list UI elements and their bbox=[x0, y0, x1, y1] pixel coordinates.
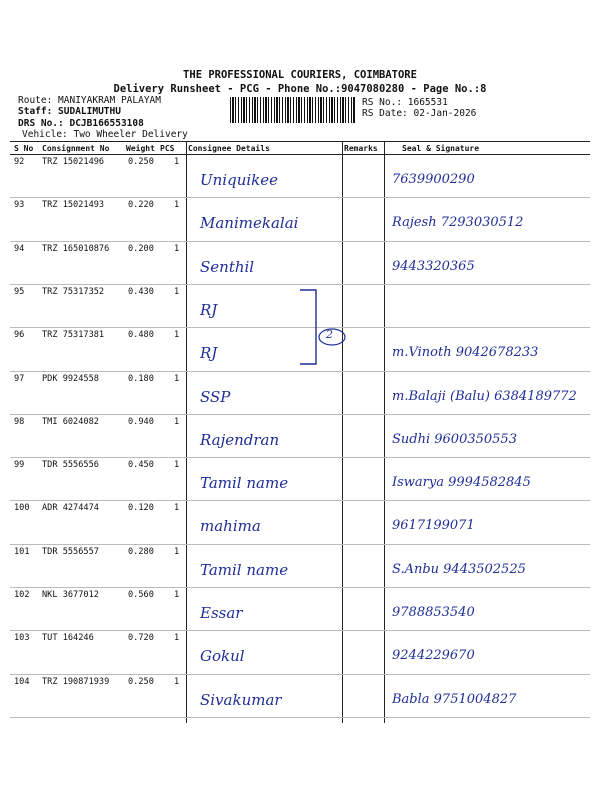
pieces: 1 bbox=[174, 330, 180, 341]
weight: 0.280 bbox=[128, 546, 154, 557]
consignee-handwriting: Sivakumar bbox=[200, 690, 282, 709]
serial-number: 100 bbox=[14, 503, 30, 514]
consignment-number: TRZ 75317352 bbox=[42, 286, 105, 297]
consignee-handwriting: Tamil name bbox=[200, 560, 289, 579]
staff: Staff: SUDALIMUTHU bbox=[18, 106, 121, 117]
pieces: 1 bbox=[174, 157, 180, 167]
seal-signature: m.Vinoth 9042678233 bbox=[392, 345, 539, 361]
pieces: 1 bbox=[174, 243, 180, 254]
seal-signature: m.Balaji (Balu) 6384189772 bbox=[392, 388, 577, 404]
seal-signature: 9443320365 bbox=[392, 258, 475, 274]
pieces: 1 bbox=[174, 590, 180, 600]
consignee-handwriting: Senthil bbox=[200, 257, 255, 276]
consignee-handwriting: Essar bbox=[200, 604, 243, 622]
rj-bracket bbox=[300, 288, 350, 374]
consignee-handwriting: Rajendran bbox=[200, 430, 280, 449]
seal-signature: 9244229670 bbox=[392, 648, 475, 664]
weight: 0.430 bbox=[128, 286, 154, 297]
pieces: 1 bbox=[174, 503, 180, 514]
pieces: 1 bbox=[174, 460, 180, 471]
serial-number: 103 bbox=[14, 633, 30, 644]
weight: 0.180 bbox=[128, 373, 154, 384]
vehicle: Vehicle: Two Wheeler Delivery bbox=[22, 129, 188, 140]
consignee-handwriting: Gokul bbox=[200, 647, 245, 666]
barcode bbox=[230, 97, 356, 123]
seal-signature: 9788853540 bbox=[392, 605, 475, 620]
pieces: 1 bbox=[174, 676, 180, 687]
drs-number: DRS No.: DCJB166553108 bbox=[18, 118, 144, 129]
consignee-handwriting: Uniquikee bbox=[200, 171, 279, 189]
col-sno: S No bbox=[14, 144, 34, 153]
consignee-handwriting: Tamil name bbox=[200, 474, 289, 493]
col-consignment: Consignment No bbox=[42, 144, 110, 153]
row-divider bbox=[10, 284, 590, 285]
weight: 0.720 bbox=[128, 633, 154, 644]
rs-date: RS Date: 02-Jan-2026 bbox=[362, 108, 477, 119]
serial-number: 102 bbox=[14, 590, 30, 600]
circle-note: 2 bbox=[326, 328, 333, 341]
serial-number: 99 bbox=[14, 460, 25, 471]
seal-signature: Sudhi 9600350553 bbox=[392, 431, 517, 447]
seal-signature: 9617199071 bbox=[392, 518, 475, 534]
weight: 0.220 bbox=[128, 200, 154, 211]
col-consignee: Consignee Details bbox=[188, 144, 270, 153]
consignee-handwriting: RJ bbox=[200, 300, 218, 319]
seal-signature: Babla 9751004827 bbox=[392, 691, 517, 707]
row-divider bbox=[10, 544, 590, 545]
row-divider bbox=[10, 414, 590, 415]
consignment-number: TRZ 15021496 bbox=[42, 157, 105, 167]
consignment-number: TRZ 165010876 bbox=[42, 243, 110, 254]
col-remarks: Remarks bbox=[344, 144, 378, 153]
consignment-number: TDR 5556556 bbox=[42, 460, 99, 471]
pieces: 1 bbox=[174, 546, 180, 557]
pieces: 1 bbox=[174, 286, 180, 297]
consignee-handwriting: mahima bbox=[200, 517, 261, 536]
serial-number: 97 bbox=[14, 373, 25, 384]
weight: 0.480 bbox=[128, 330, 154, 341]
route: Route: MANIYAKRAM PALAYAM bbox=[18, 95, 161, 106]
row-divider bbox=[10, 587, 590, 588]
consignment-number: PDK 9924558 bbox=[42, 373, 99, 384]
weight: 0.250 bbox=[128, 157, 154, 167]
consignee-handwriting: Manimekalai bbox=[200, 214, 299, 233]
serial-number: 94 bbox=[14, 243, 25, 254]
pieces: 1 bbox=[174, 633, 180, 644]
consignee-handwriting: SSP bbox=[200, 387, 231, 406]
row-divider bbox=[10, 500, 590, 501]
seal-signature: Rajesh 7293030512 bbox=[392, 215, 524, 231]
serial-number: 95 bbox=[14, 286, 25, 297]
col-weight: Weight bbox=[126, 144, 155, 153]
row-divider bbox=[10, 674, 590, 675]
consignment-number: ADR 4274474 bbox=[42, 503, 99, 514]
serial-number: 101 bbox=[14, 546, 30, 557]
consignee-handwriting: RJ bbox=[200, 344, 218, 363]
weight: 0.560 bbox=[128, 590, 154, 600]
seal-signature: Iswarya 9994582845 bbox=[392, 475, 531, 491]
consignment-number: TRZ 75317381 bbox=[42, 330, 105, 341]
serial-number: 104 bbox=[14, 676, 30, 687]
row-divider bbox=[10, 241, 590, 242]
company-name: THE PROFESSIONAL COURIERS, COIMBATORE bbox=[183, 69, 417, 81]
serial-number: 92 bbox=[14, 157, 25, 167]
serial-number: 93 bbox=[14, 200, 25, 211]
consignment-number: TRZ 15021493 bbox=[42, 200, 105, 211]
consignment-number: TDR 5556557 bbox=[42, 546, 99, 557]
row-divider bbox=[10, 717, 590, 718]
seal-signature: 7639900290 bbox=[392, 172, 475, 187]
seal-signature: S.Anbu 9443502525 bbox=[392, 561, 526, 577]
col-seal: Seal & Signature bbox=[402, 144, 480, 153]
weight: 0.250 bbox=[128, 676, 154, 687]
pieces: 1 bbox=[174, 373, 180, 384]
weight: 0.940 bbox=[128, 416, 154, 427]
pieces: 1 bbox=[174, 200, 180, 211]
rs-number: RS No.: 1665531 bbox=[362, 97, 448, 108]
pieces: 1 bbox=[174, 416, 180, 427]
row-divider bbox=[10, 197, 590, 198]
col-pcs: PCS bbox=[160, 144, 175, 153]
row-divider bbox=[10, 457, 590, 458]
weight: 0.200 bbox=[128, 243, 154, 254]
serial-number: 96 bbox=[14, 330, 25, 341]
serial-number: 98 bbox=[14, 416, 25, 427]
consignment-number: NKL 3677012 bbox=[42, 590, 99, 600]
weight: 0.120 bbox=[128, 503, 154, 514]
consignment-number: TRZ 190871939 bbox=[42, 676, 110, 687]
consignment-number: TMI 6024082 bbox=[42, 416, 99, 427]
consignment-number: TUT 164246 bbox=[42, 633, 94, 644]
weight: 0.450 bbox=[128, 460, 154, 471]
runsheet-title: Delivery Runsheet - PCG - Phone No.:9047080280 - Page No.:8 bbox=[113, 83, 487, 95]
row-divider bbox=[10, 630, 590, 631]
